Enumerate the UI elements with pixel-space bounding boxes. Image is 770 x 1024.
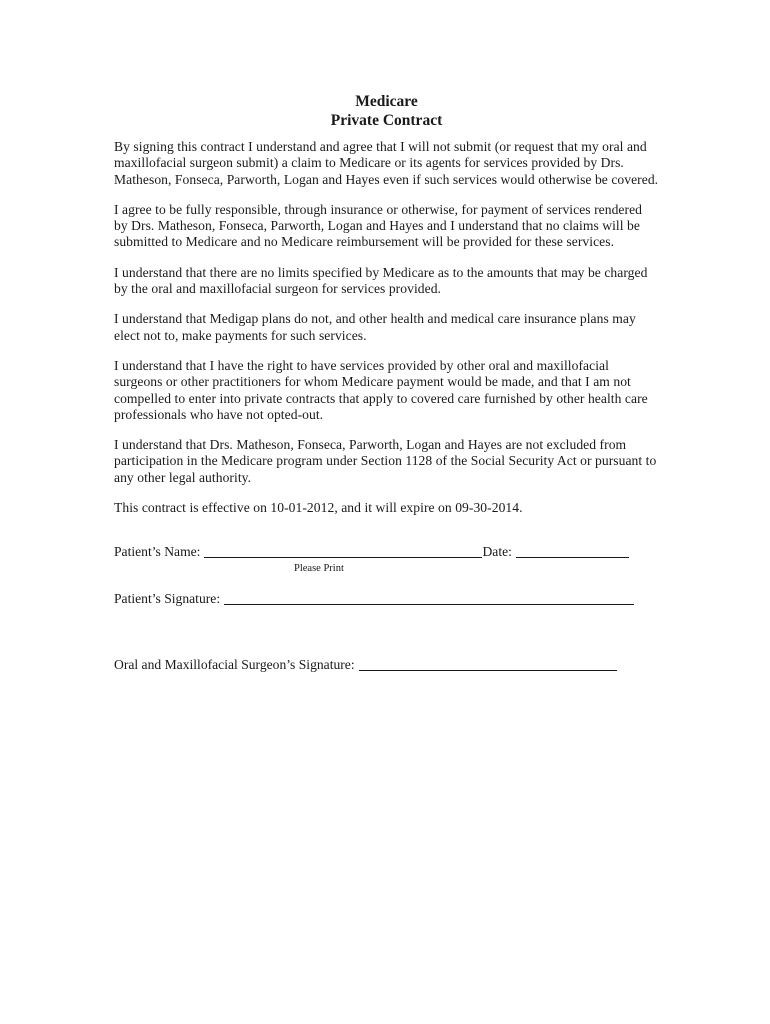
patient-signature-label: Patient’s Signature: (114, 591, 221, 607)
paragraph-limits: I understand that there are no limits specified by Medicare as to the amounts that may be charged by the oral and maxillofacial surgeon for services provided. (114, 264, 648, 297)
paragraph-exclusion: I understand that Drs. Matheson, Fonseca, Parworth, Logan and Hayes are not excluded from participation in the Medicare program under Section 1128 of the Social Security Act or pursuant to any other legal authority. (114, 437, 657, 485)
surgeon-signature-label: Oral and Maxillofacial Surgeon’s Signature: (114, 657, 355, 673)
date-label: Date: (482, 544, 512, 560)
paragraph-medigap: I understand that Medigap plans do not, and other health and medical care insurance plans may elect not to, make payments for such services. (114, 311, 636, 343)
document-title: Medicare (355, 93, 418, 110)
patient-name-field[interactable] (204, 544, 482, 558)
paragraph-effective-dates: This contract is effective on 10-01-2012, and it will expire on 09-30-2014. (114, 500, 523, 516)
surgeon-signature-row (114, 657, 659, 673)
paragraph-claims: By signing this contract I understand and agree that I will not submit (or request that my oral and maxillofacial surgeon submit) a claim to Medicare or its agents for services provided by Drs. Matheson, Fonseca, Parworth, Logan and Hayes even if such services would otherwise be covered. (114, 139, 659, 187)
patient-signature-row (114, 591, 659, 607)
please-print-hint: Please Print (294, 563, 344, 575)
document-subtitle: Private Contract (330, 112, 443, 129)
date-field[interactable] (516, 544, 629, 558)
paragraph-rights: I understand that I have the right to have services provided by other oral and maxillofacial surgeons or other practitioners for whom Medicare payment would be made, and that I am not compelled to enter into private contracts that apply to covered care furnished by other health care professionals who have not opted-out. (114, 357, 648, 422)
patient-name-row (114, 544, 659, 560)
patient-name-label: Patient’s Name: (114, 544, 201, 560)
contract-page (114, 92, 659, 673)
title-block (114, 92, 659, 130)
paragraph-responsibility: I agree to be fully responsible, through insurance or otherwise, for payment of services rendered by Drs. Matheson, Fonseca, Parworth, Logan and Hayes and I understand that no claims will be submitted to Medicare and no Medicare reimbursement will be provided for these services. (114, 201, 643, 250)
surgeon-signature-field[interactable] (359, 657, 617, 671)
patient-signature-field[interactable] (224, 591, 634, 605)
